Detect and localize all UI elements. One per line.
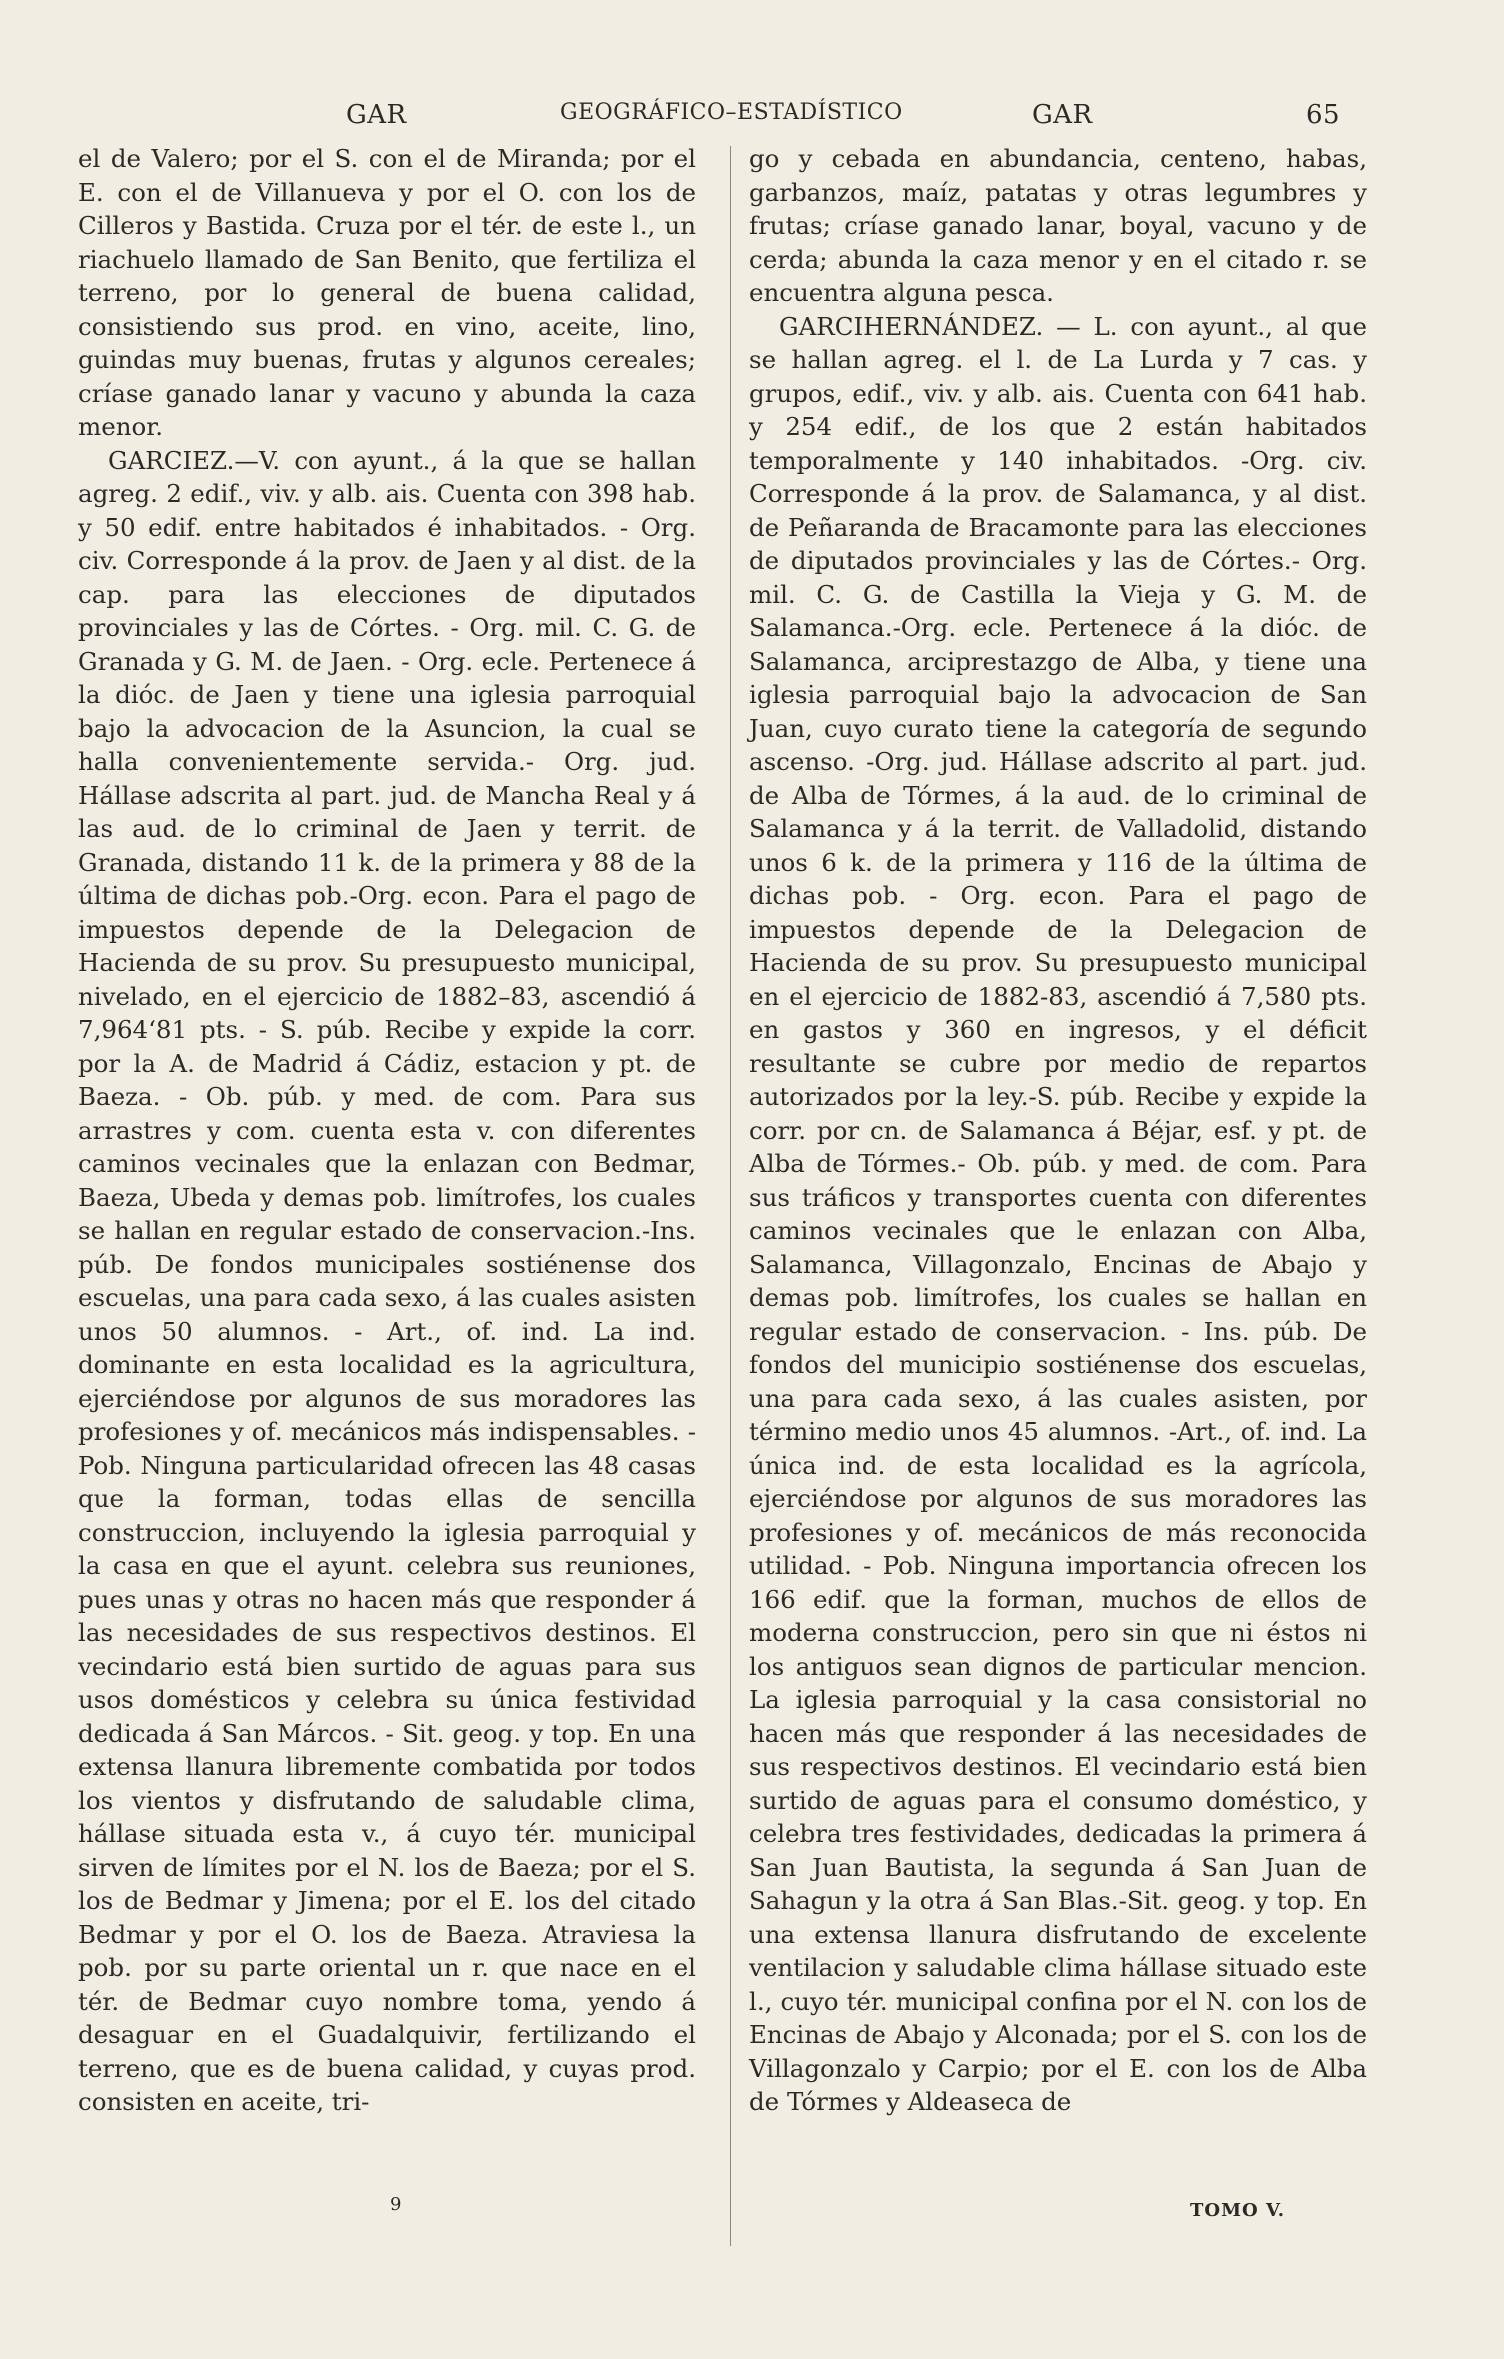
paragraph: GARCIHERNÁNDEZ. — L. con ayunt., al que se hallan agreg. el l. de La Lurda y 7 cas. y grupos, edif., viv. y alb. ais. Cuenta con 641 hab. y 254 edif., de los que 2 están habitados temporalmente y 140 inhabitados. -Org. civ. Corresponde á la prov. de Salamanca, y al dist. de Peñaranda de Bracamonte para las elecciones de diputados provinciales y las de Córtes.- Org. mil. C. G. de Castilla la Vieja y G. M. de Salamanca.-Org. ecle. Pertenece á la dióc. de Salamanca, arciprestazgo de Alba, y tiene una iglesia parroquial bajo la advocacion de San Juan, cuyo curato tiene la categoría de segundo ascenso. -Org. jud. Hállase adscrito al part. jud. de Alba de Tórmes, á la aud. de lo criminal de Salamanca y á la territ. de Valladolid, distando unos 6 k. de la primera y 116 de la última de dichas pob. - Org. econ. Para el pago de impuestos depende de la Delegacion de Hacienda de su prov. Su presupuesto municipal en el ejercicio de 1882-83, ascendió á 7,580 pts. en gastos y 360 en ingresos, y el déficit resultante se cubre por medio de repartos autorizados por la ley.-S. púb. Recibe y expide la corr. por cn. de Salamanca á Béjar, esf. y pt. de Alba de Tórmes.- Ob. púb. y med. de com. Para sus tráficos y transportes cuenta con diferentes caminos vecinales que le enlazan con Alba, Salamanca, Villagonzalo, Encinas de Abajo y demas pob. limítrofes, los cuales se hallan en regular estado de conservacion. - Ins. púb. De fondos del municipio sostiénense dos escuelas, una para cada sexo, á las cuales asisten, por término medio unos 45 alumnos. -Art., of. ind. La única ind. de esta localidad es la agrícola, ejerciéndose por algunos de sus moradores las profesiones y of. mecánicos de más reconocida utilidad. - Pob. Ninguna importancia ofrecen los 166 edif. que la forman, muchos de ellos de moderna construccion, pero sin que ni éstos ni los antiguos sean dignos de particular mencion. La iglesia parroquial y la casa consistorial no hacen más que responder á las necesidades de sus respectivos destinos. El vecindario está bien surtido de aguas para el consumo doméstico, y celebra tres festividades, dedicadas la primera á San Juan Bautista, la segunda á San Juan de Sahagun y la otra á San Blas.-Sit. geog. y top. En una extensa llanura disfrutando de excelente ventilacion y saludable clima hállase situado este l., cuyo tér. municipal confina por el N. con los de Encinas de Abajo y Alconada; por el S. con los de Villagonzalo y Carpio; por el E. con los de Alba de Tórmes y Aldeaseca de [749, 311, 1367, 2116]
page-number: 65 [1306, 100, 1341, 130]
paragraph: GARCIEZ.—V. con ayunt., á la que se hallan agreg. 2 edif., viv. y alb. ais. Cuenta con 398 hab. y 50 edif. entre habitados é inhabitados. - Org. civ. Corresponde á la prov. de Jaen y al dist. de la cap. para las elecciones de diputados provinciales y las de Córtes. - Org. mil. C. G. de Granada y G. M. de Jaen. - Org. ecle. Pertenece á la dióc. de Jaen y tiene una iglesia parroquial bajo la advocacion de la Asuncion, la cual se halla convenientemente servida.- Org. jud. Hállase adscrita al part. jud. de Mancha Real y á las aud. de lo criminal de Jaen y territ. de Granada, distando 11 k. de la primera y 88 de la última de dichas pob.-Org. econ. Para el pago de impuestos depende de la Delegacion de Hacienda de su prov. Su presupuesto municipal, nivelado, en el ejercicio de 1882–83, ascendió á 7,964‘81 pts. - S. púb. Recibe y expide la corr. por la A. de Madrid á Cádiz, estacion y pt. de Baeza. - Ob. púb. y med. de com. Para sus arrastres y com. cuenta esta v. con diferentes caminos vecinales que la enlazan con Bedmar, Baeza, Ubeda y demas pob. limítrofes, los cuales se hallan en regular estado de conservacion.-Ins. púb. De fondos municipales sostiénense dos escuelas, una para cada sexo, á las cuales asisten unos 50 alumnos. - Art., of. ind. La ind. dominante en esta localidad es la agricultura, ejerciéndose por algunos de sus moradores las profesiones y of. mecánicos más indispensables. - Pob. Ninguna particularidad ofrecen las 48 casas que la forman, todas ellas de sencilla construccion, incluyendo la iglesia parroquial y la casa en que el ayunt. celebra sus reuniones, pues unas y otras no hacen más que responder á las necesidades de sus respectivos destinos. El vecindario está bien surtido de aguas para sus usos domésticos y celebra su única festividad dedicada á San Márcos. - Sit. geog. y top. En una extensa llanura libremente combatida por todos los vientos y disfrutando de saludable clima, hállase situada esta v., á cuyo tér. municipal sirven de límites por el N. los de Baeza; por el S. los de Bedmar y Jimena; por el E. los del citado Bedmar y por el O. los de Baeza. Atraviesa la pob. por su parte oriental un r. que nace en el tér. de Bedmar cuyo nombre toma, yendo á desaguar en el Guadalquivir, fertilizando el terreno, que es de buena calidad, y cuyas prod. consisten en aceite, tri- [78, 445, 696, 2116]
header-center-title: GEOGRÁFICO–ESTADÍSTICO [560, 100, 903, 125]
header-left-abbr: GAR [346, 100, 407, 130]
paragraph: el de Valero; por el S. con el de Miranda; por el E. con el de Villanueva y por el O. con los de Cilleros y Bastida. Cruza por el tér. de este l., un riachuelo llamado de San Benito, que fertiliza el terreno, por lo general de buena calidad, consistiendo sus prod. en vino, aceite, lino, guindas muy buenas, frutas y algunos cereales; críase ganado lanar y vacuno y abunda la caza menor. [78, 144, 696, 441]
column-divider [730, 146, 731, 2246]
signature-mark: 9 [390, 2194, 402, 2215]
running-header [60, 100, 1380, 140]
right-column [749, 142, 1367, 2119]
header-right-abbr: GAR [1032, 100, 1093, 130]
volume-mark: TOMO V. [1190, 2200, 1286, 2221]
paragraph: go y cebada en abundancia, centeno, habas, garbanzos, maíz, patatas y otras legumbres y frutas; críase ganado lanar, boyal, vacuno y de cerda; abunda la caza menor y en el citado r. se encuentra alguna pesca. [749, 144, 1367, 307]
left-column [78, 142, 696, 2119]
